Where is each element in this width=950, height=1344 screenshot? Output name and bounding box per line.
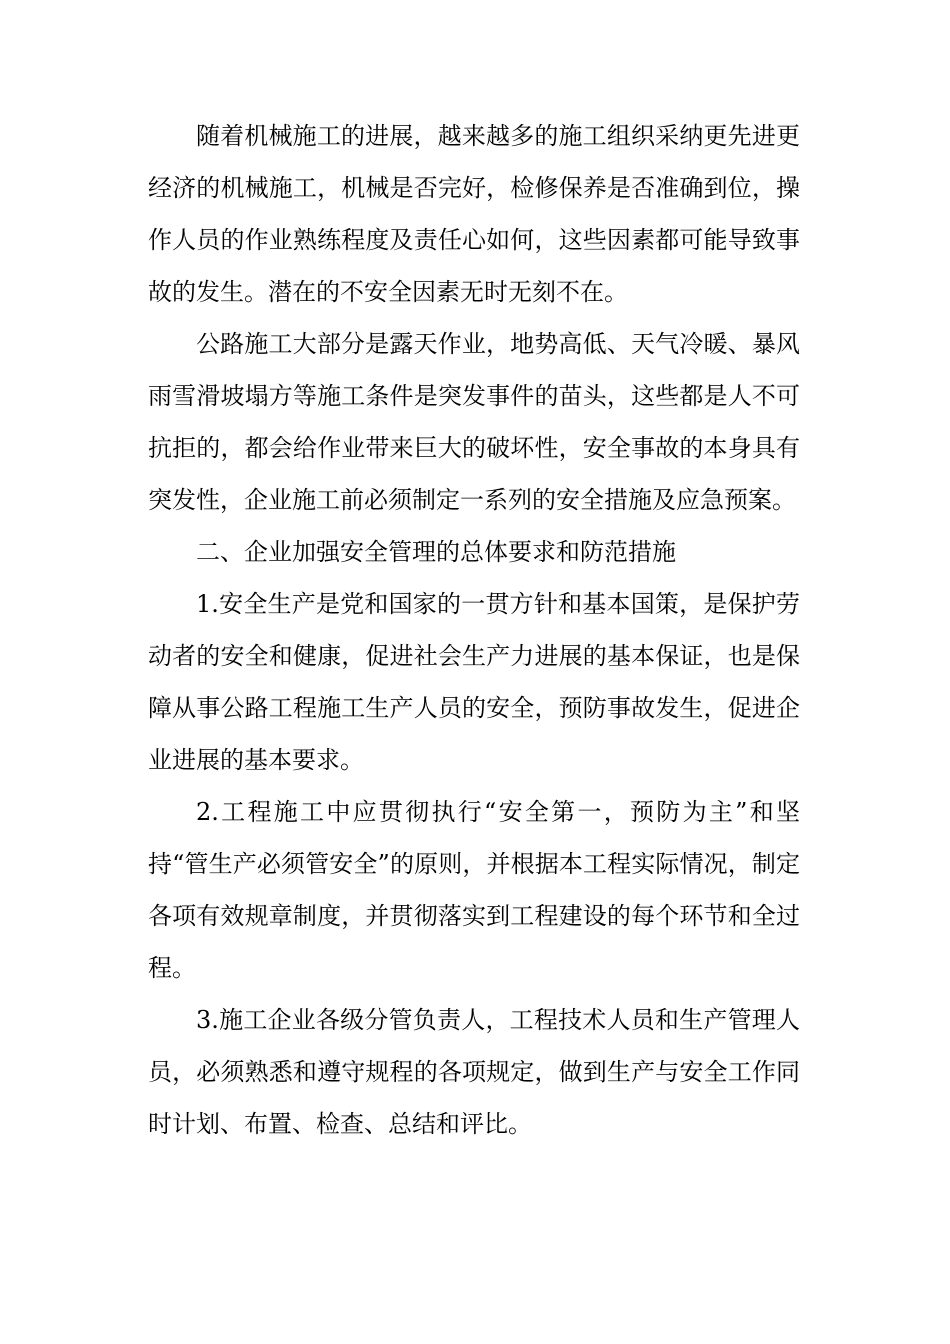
paragraph-item-3: 3.施工企业各级分管负责人，工程技术人员和生产管理人员，必须熟悉和遵守规程的各项规定，做到生产与安全工作同时计划、布置、检查、总结和评比。 [148, 1006, 800, 1138]
paragraph-item-1: 1.安全生产是党和国家的一贯方针和基本国策，是保护劳动者的安全和健康，促进社会生产力进展的基本保证，也是保障从事公路工程施工生产人员的安全，预防事故发生，促进企业进展的基本要求。 [148, 590, 800, 774]
section-heading: 二、企业加强安全管理的总体要求和防范措施 [196, 538, 676, 566]
paragraph-outdoor-work: 公路施工大部分是露天作业，地势高低、天气冷暖、暴风雨雪滑坡塌方等施工条件是突发事件的苗头，这些都是人不可抗拒的，都会给作业带来巨大的破坏性，安全事故的本身具有突发性，企业施工前必须制定一系列的安全措施及应急预案。 [148, 330, 800, 514]
document-body [148, 110, 800, 1150]
paragraph-mechanical-construction: 随着机械施工的进展，越来越多的施工组织采纳更先进更经济的机械施工，机械是否完好，检修保养是否准确到位，操作人员的作业熟练程度及责任心如何，这些因素都可能导致事故的发生。潜在的不安全因素无时无刻不在。 [148, 122, 800, 306]
paragraph-item-2: 2.工程施工中应贯彻执行“安全第一，预防为主”和坚持“管生产必须管安全”的原则，并根据本工程实际情况，制定各项有效规章制度，并贯彻落实到工程建设的每个环节和全过程。 [148, 798, 800, 982]
